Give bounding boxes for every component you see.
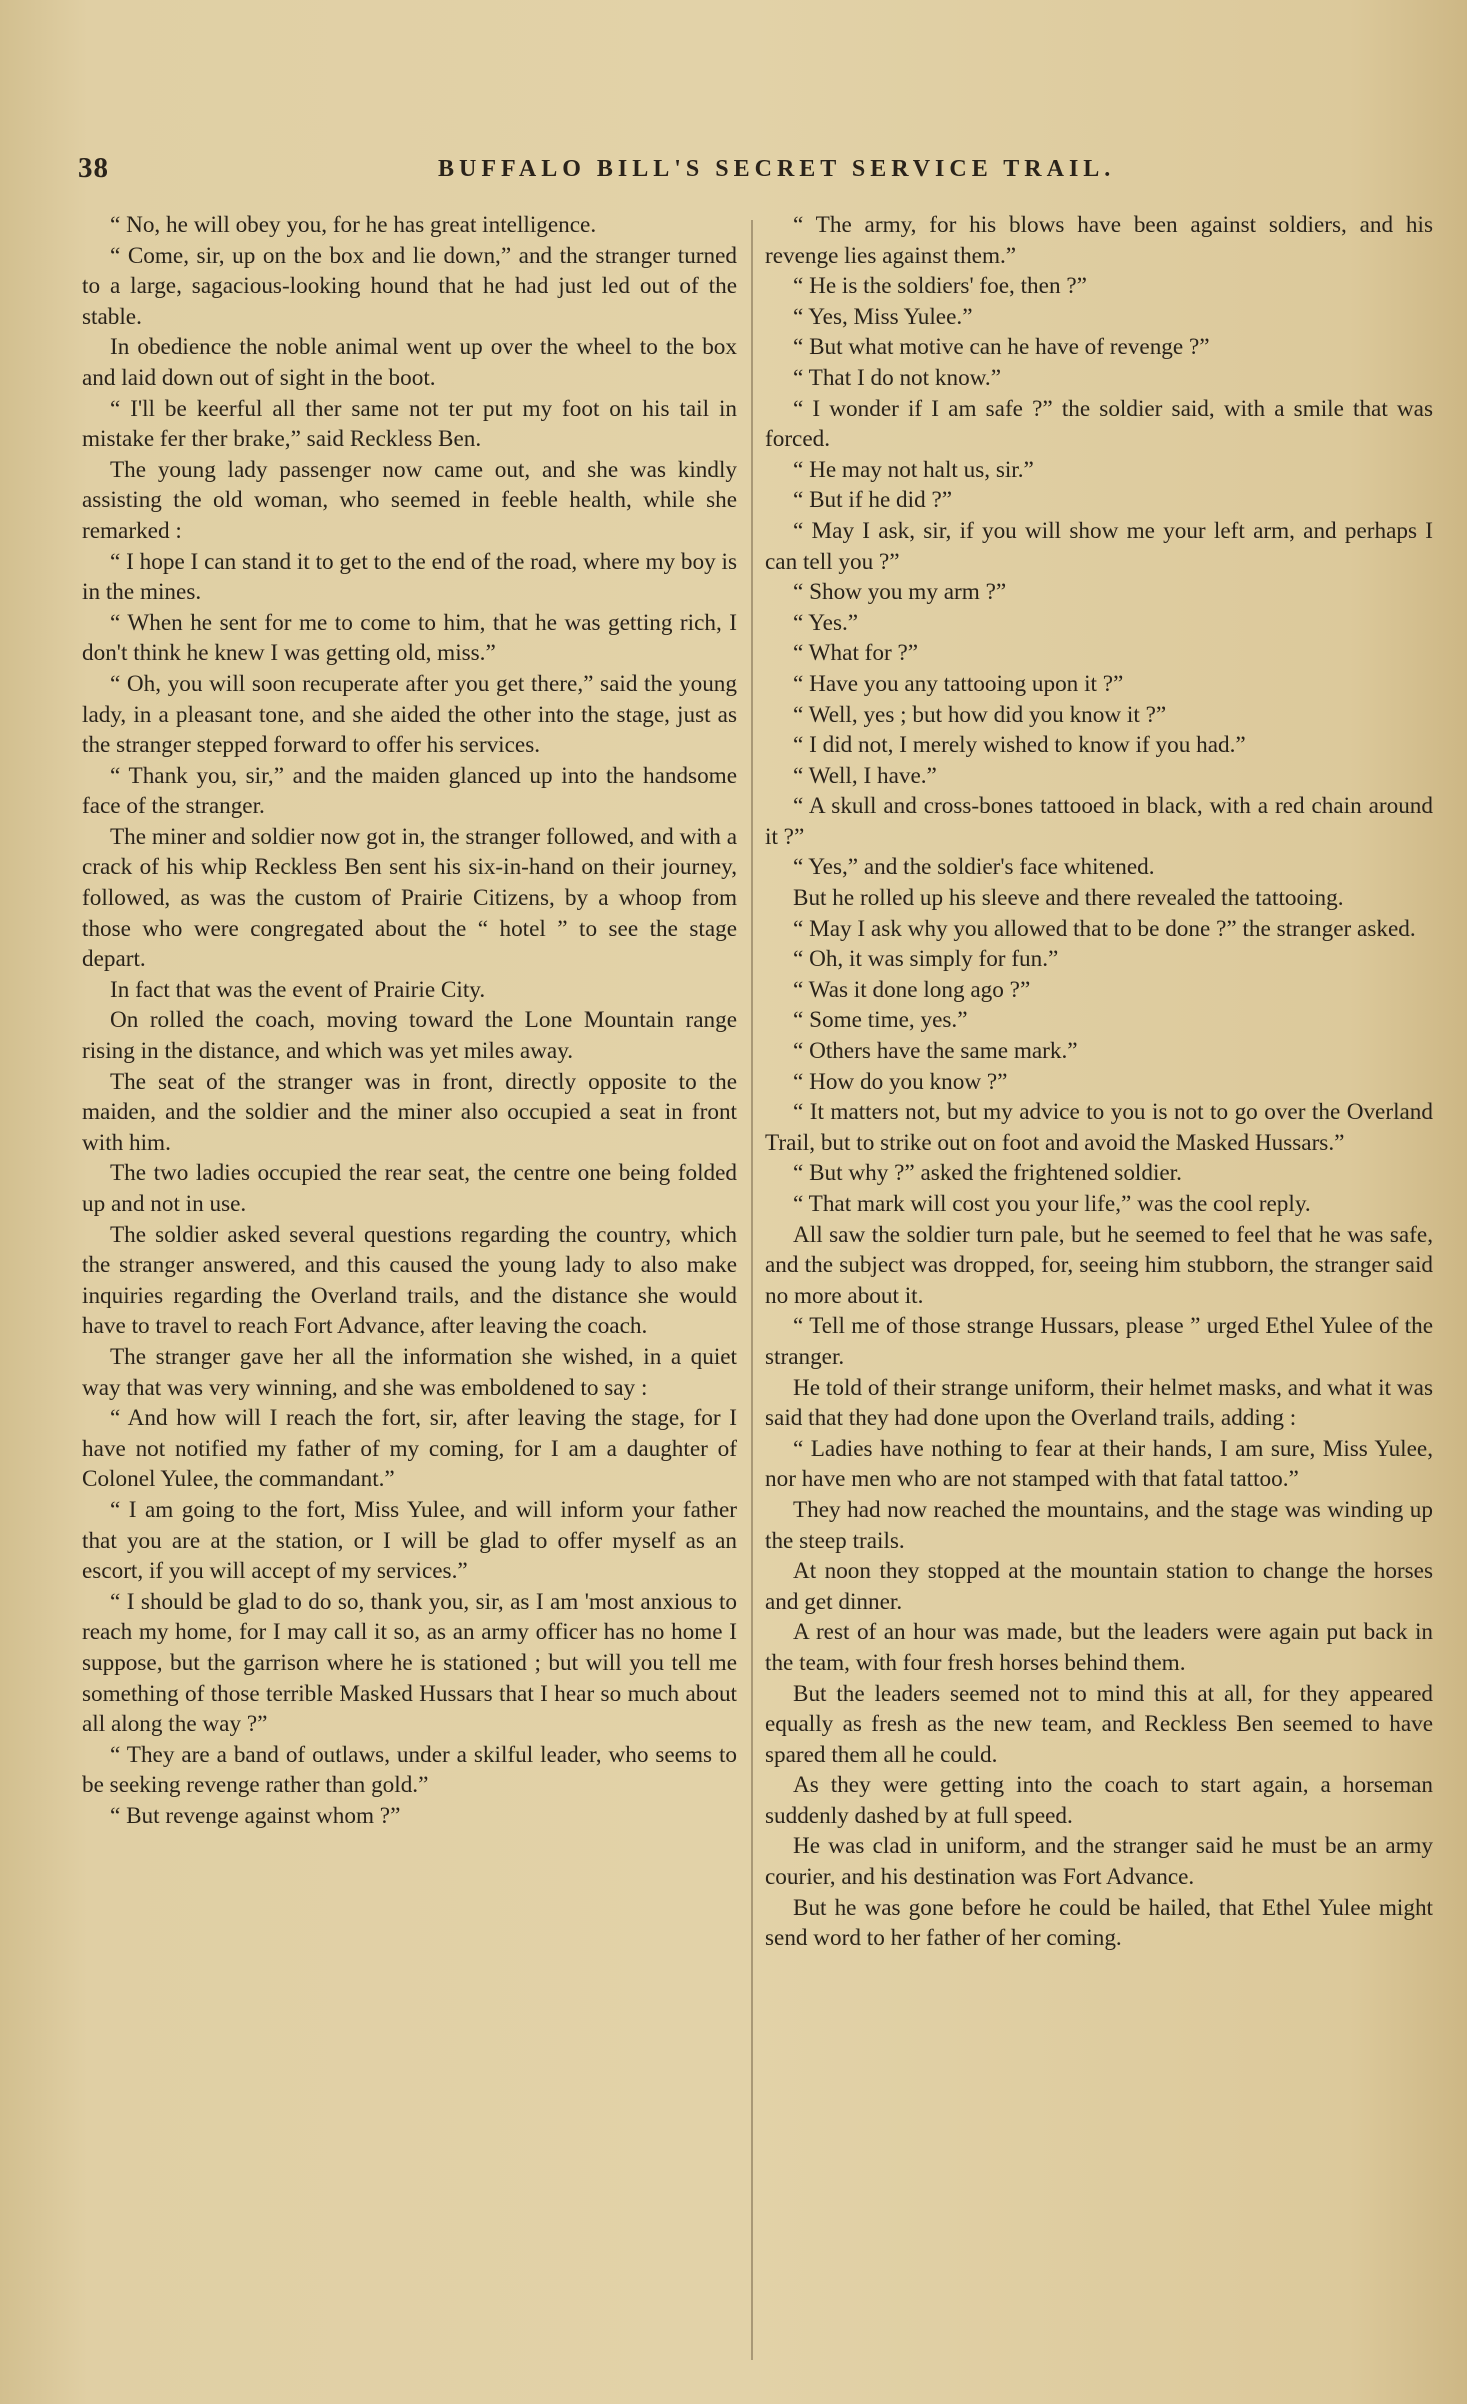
page-header <box>78 152 1438 192</box>
paragraph: “ Oh, you will soon recuperate after you get there,” said the young lady, in a pleasant tone, and she aided the other into the stage, just as the stranger stepped forward to offer his services. <box>82 670 737 759</box>
running-head: BUFFALO BILL'S SECRET SERVICE TRAIL. <box>438 156 1116 182</box>
paragraph: “ Some time, yes.” <box>793 1007 968 1034</box>
paragraph: The stranger gave her all the information she wished, in a quiet way that was very winning, and she was emboldened to say : <box>82 1343 737 1401</box>
paragraph: “ Have you any tattooing upon it ?” <box>793 670 1124 697</box>
paragraph: “ Yes,” and the soldier's face whitened. <box>793 854 1155 881</box>
paragraph: “ He is the soldiers' foe, then ?” <box>793 273 1087 300</box>
paragraph: The seat of the stranger was in front, directly opposite to the maiden, and the soldier and the miner also occupied a seat in front with him. <box>82 1068 737 1156</box>
paragraph: “ I hope I can stand it to get to the end of the road, where my boy is in the mines. <box>82 548 737 606</box>
paragraph: “ What for ?” <box>793 640 919 667</box>
paragraph: In obedience the noble animal went up over the wheel to the box and laid down out of sight in the boot. <box>82 334 737 391</box>
paragraph: But he rolled up his sleeve and there revealed the tattooing. <box>793 885 1344 912</box>
paragraph: But he was gone before he could be hailed, that Ethel Yulee might send word to her father of her coming. <box>765 1894 1433 1952</box>
paragraph: “ Others have the same mark.” <box>793 1038 1078 1065</box>
paragraph: “ A skull and cross-bones tattooed in black, with a red chain around it ?” <box>765 793 1433 850</box>
paragraph: All saw the soldier turn pale, but he seemed to feel that he was safe, and the subject was dropped, for, seeing him stubborn, the stranger said no more about it. <box>765 1221 1433 1309</box>
paragraph: “ Tell me of those strange Hussars, please ” urged Ethel Yulee of the stranger. <box>765 1313 1433 1370</box>
paragraph: “ I did not, I merely wished to know if you had.” <box>793 732 1246 759</box>
paragraph: “ Come, sir, up on the box and lie down,” and the stranger turned to a large, sagacious-looking hound that he had just led out of the stable. <box>82 242 737 330</box>
paragraph: “ Ladies have nothing to fear at their hands, I am sure, Miss Yulee, nor have men who are not stamped with that fatal tattoo.” <box>765 1435 1433 1493</box>
paragraph: “ I should be glad to do so, thank you, sir, as I am 'most anxious to reach my home, for I may call it so, as an army officer has no home I suppose, but the garrison where he is stationed ; but will you tell me something of those terrible Masked Hussars that I hear so much about all along the way ?” <box>82 1588 737 1738</box>
paragraph: The soldier asked several questions regarding the country, which the stranger answered, and this caused the young lady to also make inquiries regarding the Overland trails, and the distance she would have to travel to reach Fort Advance, after leaving the coach. <box>82 1221 737 1340</box>
paragraph: “ Well, I have.” <box>793 762 937 789</box>
paragraph: “ Yes.” <box>793 609 859 636</box>
paragraph: He told of their strange uniform, their helmet masks, and what it was said that they had done upon the Overland trails, adding : <box>765 1374 1433 1432</box>
paragraph: “ May I ask, sir, if you will show me your left arm, and perhaps I can tell you ?” <box>765 517 1433 575</box>
paragraph: “ May I ask why you allowed that to be done ?” the stranger asked. <box>793 915 1416 942</box>
paragraph: The young lady passenger now came out, and she was kindly assisting the old woman, who seemed in feeble health, while she remarked : <box>82 456 737 544</box>
paragraph: “ It matters not, but my advice to you is not to go over the Overland Trail, but to strike out on foot and avoid the Masked Hussars.” <box>765 1099 1433 1156</box>
paragraph: “ Was it done long ago ?” <box>793 976 1031 1003</box>
paragraph: At noon they stopped at the mountain station to change the horses and get dinner. <box>765 1558 1433 1615</box>
paragraph: “ Well, yes ; but how did you know it ?” <box>793 701 1167 728</box>
paragraph: “ No, he will obey you, for he has great intelligence. <box>110 212 597 238</box>
paragraph: “ Yes, Miss Yulee.” <box>793 303 973 330</box>
paragraph: “ That mark will cost you your life,” was the cool reply. <box>793 1191 1311 1217</box>
paragraph: “ The army, for his blows have been against soldiers, and his revenge lies against them.” <box>765 212 1433 269</box>
paragraph: “ That I do not know.” <box>793 364 1001 391</box>
column-divider <box>751 220 753 2360</box>
paragraph: The two ladies occupied the rear seat, the centre one being folded up and not in use. <box>82 1160 737 1217</box>
paragraph: On rolled the coach, moving toward the Lone Mountain range rising in the distance, and which was yet miles away. <box>82 1007 737 1065</box>
paragraph: In fact that was the event of Prairie City. <box>110 976 486 1003</box>
paragraph: “ Oh, it was simply for fun.” <box>793 946 1059 973</box>
paragraph: “ But what motive can he have of revenge ?” <box>793 334 1210 361</box>
left-column <box>82 210 737 2360</box>
paragraph: “ But why ?” asked the frightened soldier. <box>793 1160 1182 1187</box>
paragraph: “ I am going to the fort, Miss Yulee, and will inform your father that you are at the station, or I will be glad to offer myself as an escort, if you will accept of my services.” <box>82 1496 737 1585</box>
paragraph: “ Show you my arm ?” <box>793 579 1007 606</box>
paragraph: “ And how will I reach the fort, sir, after leaving the stage, for I have not notified my father of my coming, for I am a daughter of Colonel Yulee, the commandant.” <box>82 1405 737 1493</box>
paragraph: “ He may not halt us, sir.” <box>793 456 1034 483</box>
paragraph: “ But revenge against whom ?” <box>110 1802 401 1829</box>
paragraph: “ When he sent for me to come to him, that he was getting rich, I don't think he knew I was getting old, miss.” <box>82 609 737 667</box>
paragraph: “ I wonder if I am safe ?” the soldier said, with a smile that was forced. <box>765 395 1433 453</box>
paragraph: “ Thank you, sir,” and the maiden glanced up into the handsome face of the stranger. <box>82 762 737 820</box>
paragraph: As they were getting into the coach to start again, a horseman suddenly dashed by at full speed. <box>765 1772 1433 1829</box>
paragraph: “ I'll be keerful all ther same not ter put my foot on his tail in mistake fer ther brake,” said Reckless Ben. <box>82 395 737 453</box>
paragraph: A rest of an hour was made, but the leaders were again put back in the team, with four fresh horses behind them. <box>765 1619 1433 1676</box>
paragraph: The miner and soldier now got in, the stranger followed, and with a crack of his whip Reckless Ben sent his six-in-hand on their journey, followed, as was the custom of Prairie Citizens, by a whoop from those who were congregated about the “ hotel ” to see the stage depart. <box>82 823 737 973</box>
paragraph: “ How do you know ?” <box>793 1068 1008 1095</box>
paragraph: They had now reached the mountains, and the stage was winding up the steep trails. <box>765 1496 1433 1554</box>
paragraph: “ They are a band of outlaws, under a skilful leader, who seems to be seeking revenge rather than gold.” <box>82 1741 737 1799</box>
paragraph: But the leaders seemed not to mind this at all, for they appeared equally as fresh as the new team, and Reckless Ben seemed to have spared them all he could. <box>765 1680 1433 1768</box>
paragraph: “ But if he did ?” <box>793 487 953 514</box>
page-number: 38 <box>78 152 109 184</box>
right-column <box>765 210 1433 2360</box>
paragraph: He was clad in uniform, and the stranger said he must be an army courier, and his destination was Fort Advance. <box>765 1833 1433 1891</box>
